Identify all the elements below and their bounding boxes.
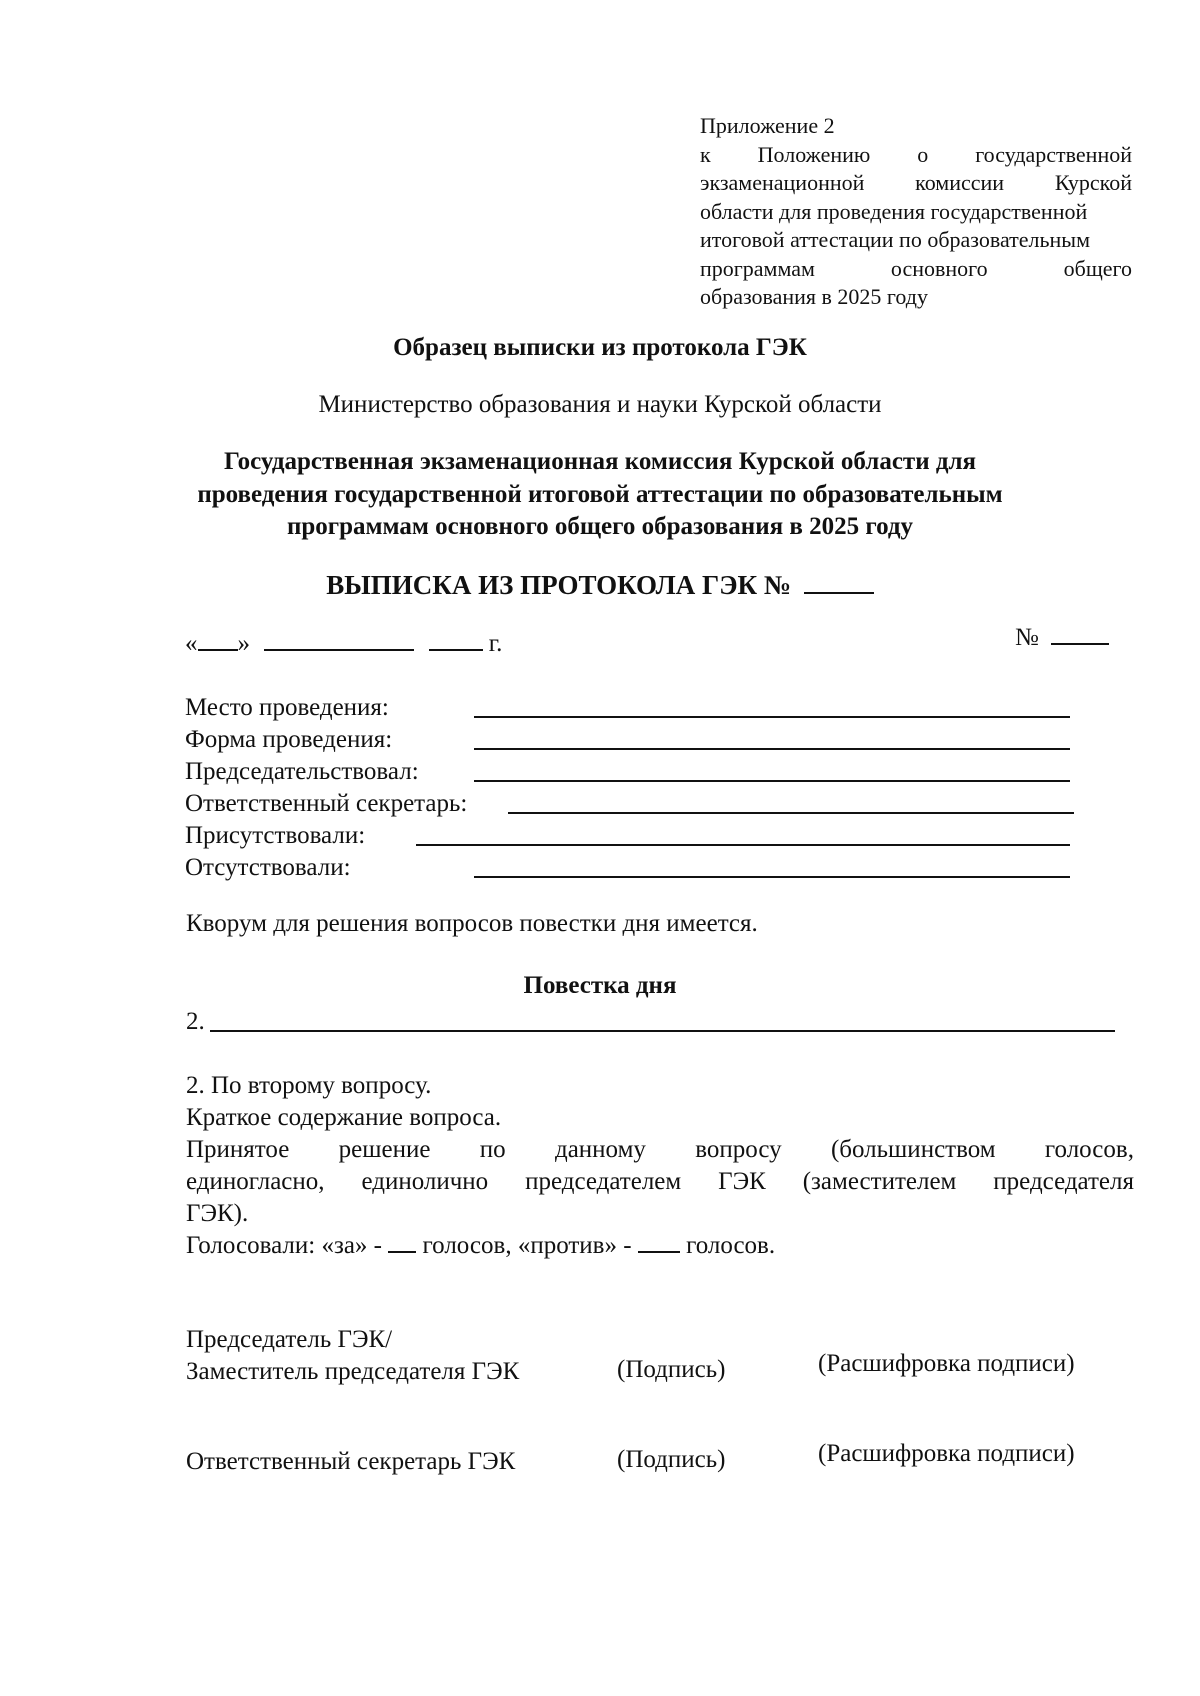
agenda-item-field[interactable] — [210, 1030, 1115, 1032]
votes-for-blank[interactable] — [388, 1251, 416, 1253]
secretary-label: Ответственный секретарь: — [185, 790, 468, 817]
appendix-line-1: к Положению о государственной — [700, 141, 1132, 167]
appendix-note — [700, 112, 1132, 312]
chair-label-line-1: Председатель ГЭК/ — [186, 1326, 393, 1353]
votes-line: Голосовали: «за» - голосов, «против» - голосов. — [186, 1232, 776, 1259]
place-field[interactable] — [474, 716, 1070, 718]
appendix-title: Приложение 2 — [700, 113, 835, 138]
appendix-line-3: области для проведения государственной — [700, 198, 1088, 224]
appendix-line-6: образования в 2025 году — [700, 284, 928, 309]
number-row: № — [1015, 624, 1109, 652]
decision-line-3: ГЭК). — [186, 1200, 249, 1227]
present-field[interactable] — [416, 844, 1070, 846]
document-title: Образец выписки из протокола ГЭК — [393, 334, 807, 361]
question-title: 2. По второму вопросу. — [186, 1072, 432, 1099]
secretary-signature-decoding: (Расшифровка подписи) — [818, 1440, 1075, 1467]
chair-signature: (Подпись) — [617, 1356, 726, 1383]
chaired-label: Председательствовал: — [185, 758, 419, 785]
secretary-signature: (Подпись) — [617, 1446, 726, 1473]
appendix-line-4: итоговой аттестации по образовательным — [700, 227, 1091, 252]
agenda-heading: Повестка дня — [523, 972, 677, 999]
absent-field[interactable] — [474, 876, 1070, 878]
place-label: Место проведения: — [185, 694, 389, 721]
quorum-text: Кворум для решения вопросов повестки дня имеется. — [186, 910, 758, 937]
chair-label-line-2: Заместитель председателя ГЭК — [186, 1358, 520, 1385]
ministry-name: Министерство образования и науки Курской области — [318, 391, 882, 418]
question-summary: Краткое содержание вопроса. — [186, 1104, 502, 1131]
year-blank[interactable] — [429, 649, 483, 651]
chair-signature-decoding: (Расшифровка подписи) — [818, 1350, 1075, 1377]
form-label: Форма проведения: — [185, 726, 393, 753]
commission-name: Государственная экзаменационная комиссия Курской области для проведения государственной итоговой аттестации по образовательным программам основного общего образования в 2025 году — [197, 448, 1003, 540]
secretary-field[interactable] — [508, 812, 1074, 814]
appendix-line-2: экзаменационной комиссии Курской — [700, 170, 1132, 195]
form-field[interactable] — [474, 748, 1070, 750]
secretary-signature-label: Ответственный секретарь ГЭК — [186, 1448, 516, 1475]
decision-line-1: Принятое решение по данному вопросу (большинством голосов, — [186, 1136, 1134, 1163]
appendix-line-5: программам основного общего — [700, 255, 1132, 281]
votes-against-blank[interactable] — [638, 1251, 680, 1253]
chaired-field[interactable] — [474, 780, 1070, 782]
extract-heading: ВЫПИСКА ИЗ ПРОТОКОЛА ГЭК № — [0, 570, 1200, 601]
number-blank[interactable] — [1051, 643, 1109, 645]
absent-label: Отсутствовали: — [185, 854, 351, 881]
present-label: Присутствовали: — [185, 822, 366, 849]
month-blank[interactable] — [264, 649, 414, 651]
agenda-item-number: 2. — [186, 1008, 205, 1035]
date-row: « » г. — [185, 630, 503, 657]
decision-line-2: единогласно, единолично председателем ГЭК (заместителем председателя — [186, 1168, 1134, 1195]
protocol-number-blank[interactable] — [804, 592, 874, 594]
day-blank[interactable] — [198, 649, 238, 651]
